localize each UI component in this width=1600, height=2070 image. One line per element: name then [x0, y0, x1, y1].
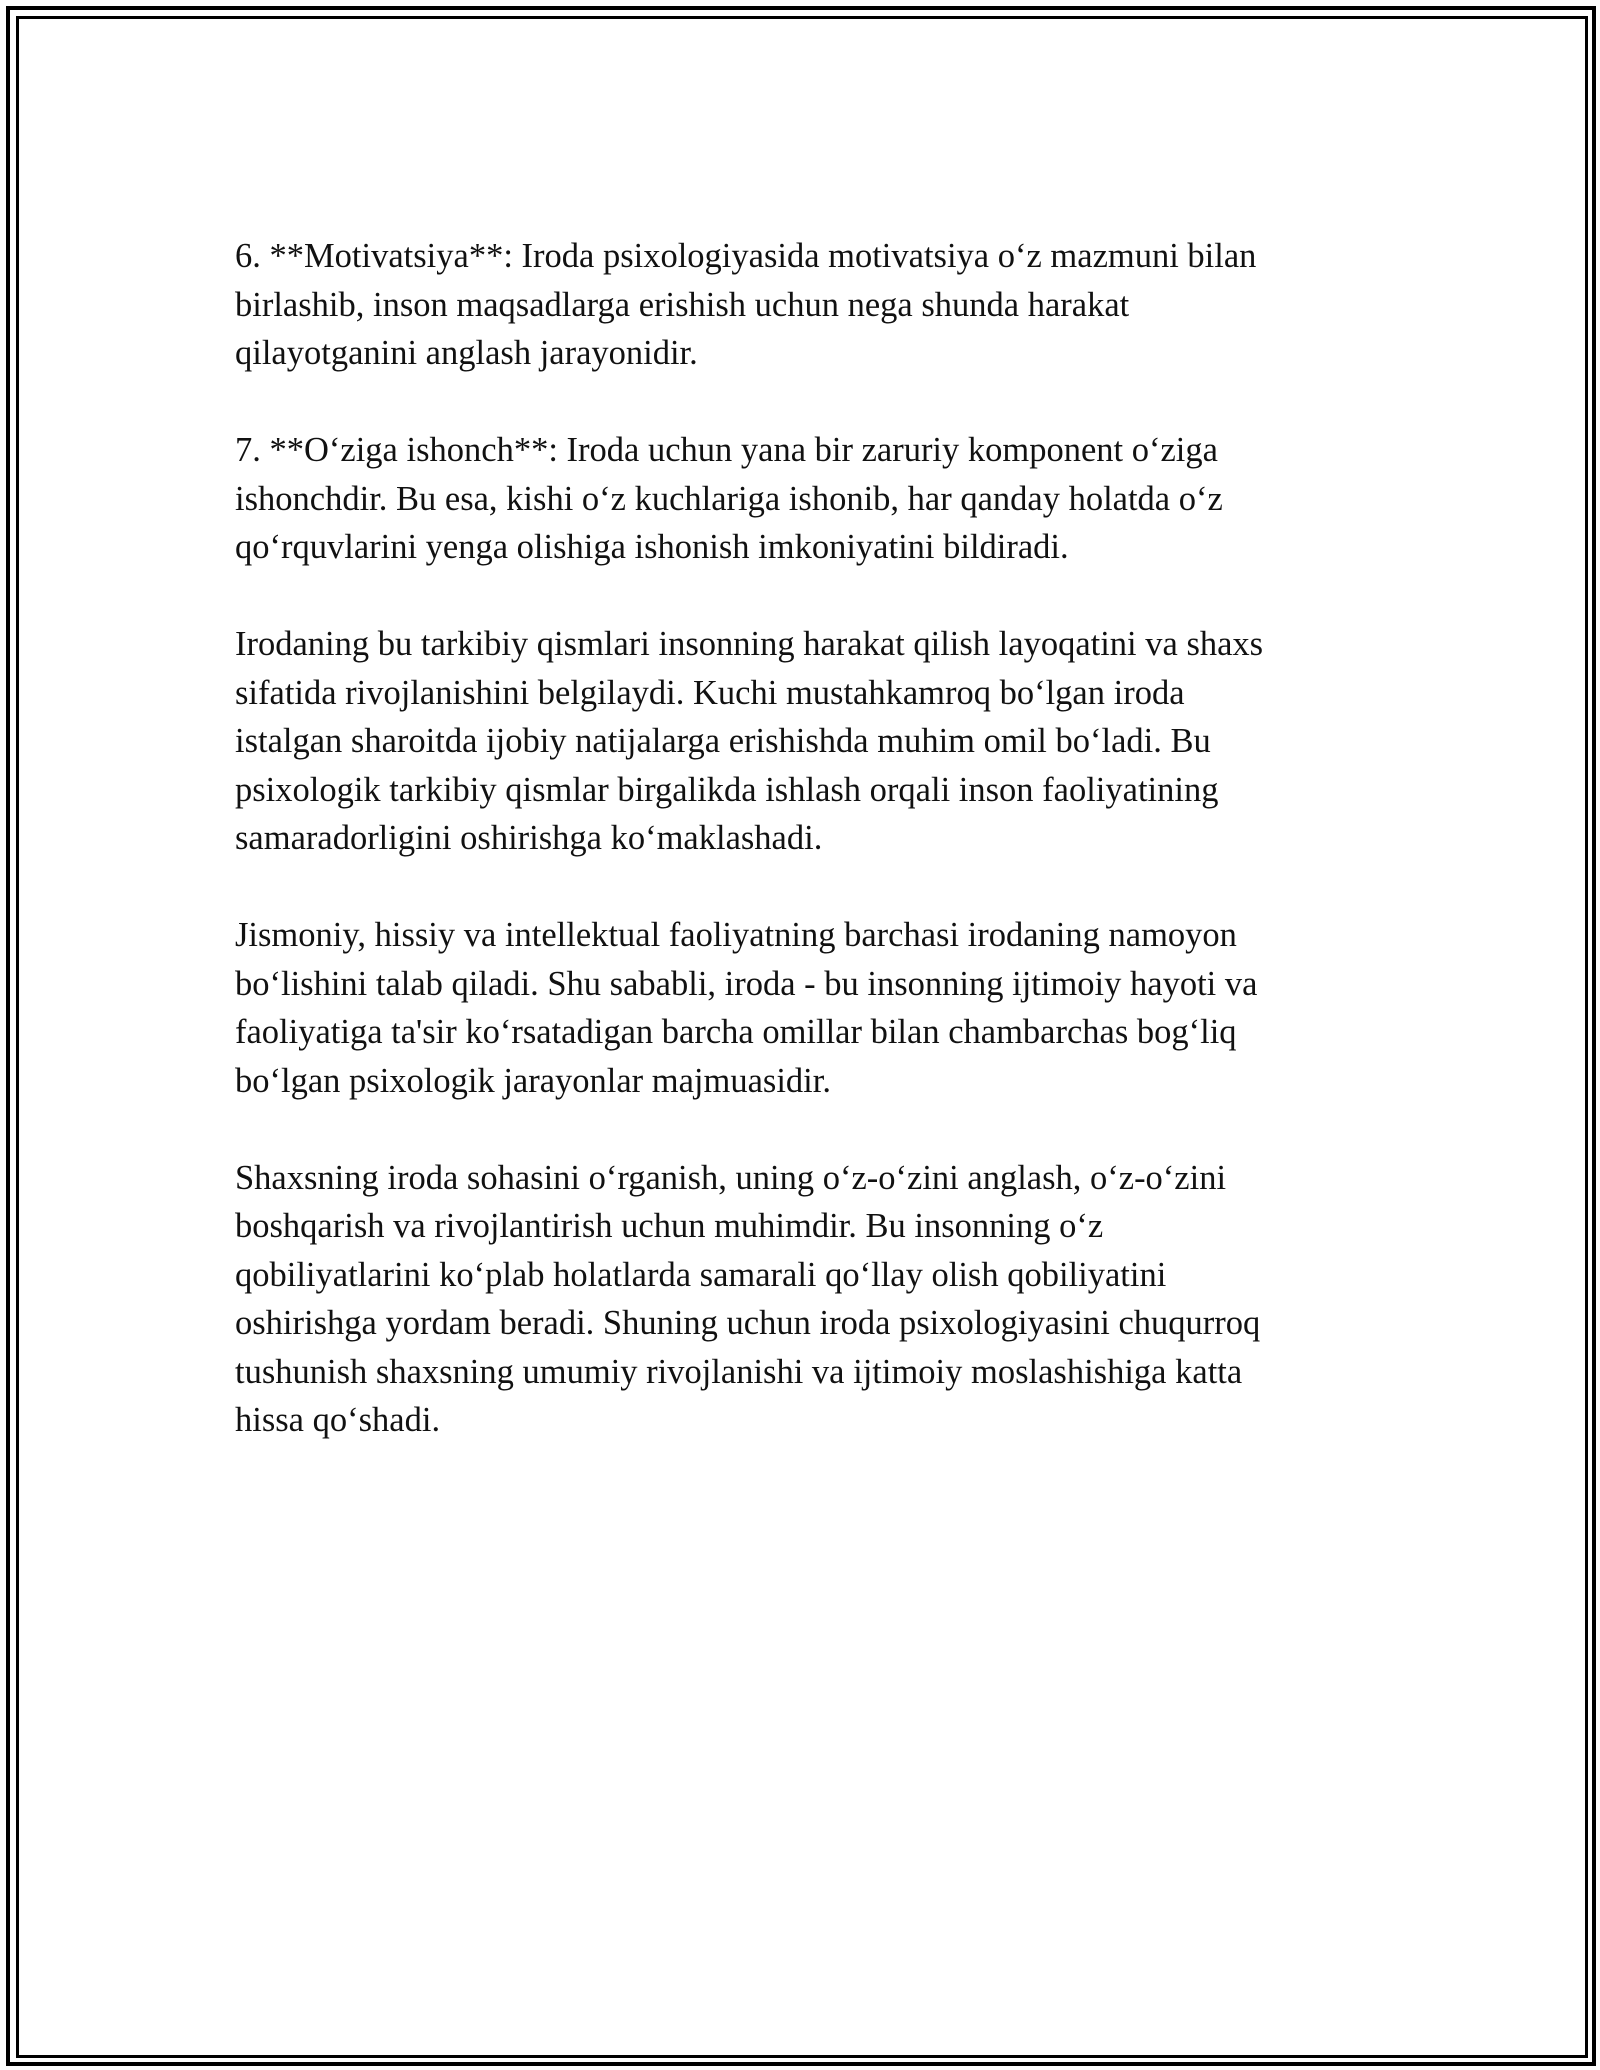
text-line: boshqarish va rivojlantirish uchun muhimdir. Bu insonning o‘z: [235, 1207, 1104, 1245]
paragraph-tarkibiy-qismlar: [235, 620, 1355, 863]
paragraph-faoliyat: [235, 911, 1355, 1105]
text-line: tushunish shaxsning umumiy rivojlanishi va ijtimoiy moslashishiga katta: [235, 1352, 1243, 1391]
document-body: [235, 232, 1355, 1493]
text-line: Jismoniy, hissiy va intellektual faoliyatning barchasi irodaning namoyon: [235, 916, 1237, 954]
text-line: Shaxsning iroda sohasini o‘rganish, uning o‘z-o‘zini anglash, o‘z-o‘zini: [235, 1158, 1227, 1197]
text-line: samaradorligini oshirishga ko‘maklashadi.: [235, 819, 823, 857]
text-line: bo‘lgan psixologik jarayonlar majmuasidir.: [235, 1061, 831, 1100]
text-line: qobiliyatlarini ko‘plab holatlarda samarali qo‘llay olish qobiliyatini: [235, 1255, 1167, 1294]
text-line: 6. **Motivatsiya**: Iroda psixologiyasida motivatsiya o‘z mazmuni bilan: [235, 237, 1257, 275]
text-line: Irodaning bu tarkibiy qismlari insonning harakat qilish layoqatini va shaxs: [235, 625, 1264, 663]
text-line: istalgan sharoitda ijobiy natijalarga erishishda muhim omil bo‘ladi. Bu: [235, 722, 1211, 760]
text-line: 7. **O‘ziga ishonch**: Iroda uchun yana bir zaruriy komponent o‘ziga: [235, 431, 1218, 469]
text-line: hissa qo‘shadi.: [235, 1401, 441, 1439]
text-line: sifatida rivojlanishini belgilaydi. Kuchi mustahkamroq bo‘lgan iroda: [235, 673, 1185, 712]
text-line: ishonchdir. Bu esa, kishi o‘z kuchlariga ishonib, har qanday holatda o‘z: [235, 479, 1223, 518]
text-line: qilayotganini anglash jarayonidir.: [235, 334, 698, 372]
text-line: oshirishga yordam beradi. Shuning uchun iroda psixologiyasini chuqurroq: [235, 1304, 1261, 1342]
text-line: faoliyatiga ta'sir ko‘rsatadigan barcha omillar bilan chambarchas bog‘liq: [235, 1013, 1237, 1051]
paragraph-iroda-sohasi: [235, 1154, 1355, 1445]
text-line: birlashib, inson maqsadlarga erishish uchun nega shunda harakat: [235, 285, 1130, 324]
paragraph-oziga-ishonch: [235, 426, 1355, 572]
text-line: bo‘lishini talab qiladi. Shu sababli, iroda - bu insonning ijtimoiy hayoti va: [235, 964, 1258, 1003]
paragraph-motivatsiya: [235, 232, 1355, 378]
text-line: qo‘rquvlarini yenga olishiga ishonish imkoniyatini bildiradi.: [235, 528, 1069, 566]
text-line: psixologik tarkibiy qismlar birgalikda ishlash orqali inson faoliyatining: [235, 770, 1219, 809]
